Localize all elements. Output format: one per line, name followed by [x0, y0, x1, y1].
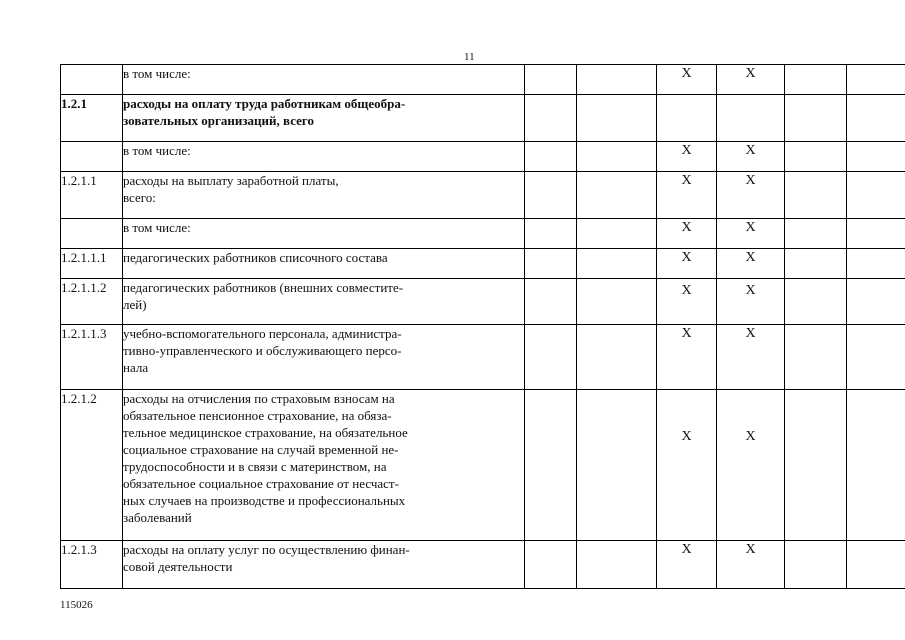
x-mark-cell: X	[657, 390, 717, 541]
empty-cell	[525, 325, 577, 390]
empty-cell	[525, 95, 577, 142]
empty-cell	[847, 325, 905, 390]
row-code	[61, 65, 123, 95]
table-row	[61, 390, 905, 541]
empty-cell	[525, 279, 577, 325]
empty-cell	[577, 95, 657, 142]
x-mark-cell: X	[657, 279, 717, 325]
empty-cell	[785, 65, 847, 95]
empty-cell	[577, 142, 657, 172]
x-mark-cell: X	[717, 249, 785, 279]
table-row	[61, 142, 905, 172]
x-mark-cell: X	[717, 279, 785, 325]
row-description: расходы на выплату заработной платы, всего:	[123, 172, 525, 219]
x-mark-cell: X	[657, 219, 717, 249]
empty-cell	[525, 65, 577, 95]
empty-cell	[525, 541, 577, 589]
empty-cell	[847, 541, 905, 589]
row-code: 1.2.1	[61, 95, 123, 142]
empty-cell	[785, 325, 847, 390]
empty-cell	[577, 390, 657, 541]
row-code: 1.2.1.1.2	[61, 279, 123, 325]
empty-cell	[785, 279, 847, 325]
x-mark-cell	[717, 95, 785, 142]
table-row	[61, 65, 905, 95]
empty-cell	[577, 279, 657, 325]
x-mark-cell: X	[717, 541, 785, 589]
row-description: расходы на оплату труда работникам общеобра- зовательных организаций, всего	[123, 95, 525, 142]
x-mark-cell: X	[717, 390, 785, 541]
empty-cell	[525, 219, 577, 249]
empty-cell	[577, 65, 657, 95]
row-code	[61, 142, 123, 172]
empty-cell	[577, 541, 657, 589]
empty-cell	[785, 249, 847, 279]
empty-cell	[525, 249, 577, 279]
x-mark-cell: X	[717, 172, 785, 219]
empty-cell	[847, 390, 905, 541]
x-mark-cell: X	[657, 65, 717, 95]
empty-cell	[847, 142, 905, 172]
row-code: 1.2.1.1.1	[61, 249, 123, 279]
x-mark-cell: X	[717, 65, 785, 95]
row-code: 1.2.1.1.3	[61, 325, 123, 390]
table-row	[61, 249, 905, 279]
page-number: 11	[464, 51, 475, 63]
x-mark-cell: X	[657, 249, 717, 279]
row-description: педагогических работников списочного состава	[123, 249, 525, 279]
empty-cell	[525, 390, 577, 541]
row-description: расходы на отчисления по страховым взносам на обязательное пенсионное страхование, на обяза- тельное медицинское страхование, на обязательное социальное страхование на случай временной не- трудоспособности и в связи с материнством, на обязательное социальное страхование от несчаст- ных случаев на производстве и профессиональных заболеваний	[123, 390, 525, 541]
x-mark-cell: X	[657, 142, 717, 172]
x-mark-cell: X	[717, 325, 785, 390]
table-row	[61, 325, 905, 390]
expense-table	[60, 64, 905, 589]
table-row	[61, 95, 905, 142]
empty-cell	[525, 172, 577, 219]
empty-cell	[577, 219, 657, 249]
x-mark-cell: X	[657, 172, 717, 219]
row-description: в том числе:	[123, 219, 525, 249]
empty-cell	[785, 95, 847, 142]
table-row	[61, 279, 905, 325]
empty-cell	[525, 142, 577, 172]
empty-cell	[785, 219, 847, 249]
empty-cell	[785, 390, 847, 541]
table-row	[61, 219, 905, 249]
empty-cell	[785, 142, 847, 172]
empty-cell	[847, 65, 905, 95]
empty-cell	[577, 325, 657, 390]
row-code: 1.2.1.3	[61, 541, 123, 589]
empty-cell	[577, 172, 657, 219]
row-description: педагогических работников (внешних совместите- лей)	[123, 279, 525, 325]
x-mark-cell: X	[657, 325, 717, 390]
table-row	[61, 541, 905, 589]
empty-cell	[785, 172, 847, 219]
x-mark-cell	[657, 95, 717, 142]
table-row	[61, 172, 905, 219]
x-mark-cell: X	[657, 541, 717, 589]
row-description: учебно-вспомогательного персонала, администра- тивно-управленческого и обслуживающего персо- нала	[123, 325, 525, 390]
row-code	[61, 219, 123, 249]
row-description: в том числе:	[123, 65, 525, 95]
row-code: 1.2.1.2	[61, 390, 123, 541]
empty-cell	[577, 249, 657, 279]
row-code: 1.2.1.1	[61, 172, 123, 219]
row-description: расходы на оплату услуг по осуществлению финан- совой деятельности	[123, 541, 525, 589]
empty-cell	[847, 172, 905, 219]
row-description: в том числе:	[123, 142, 525, 172]
empty-cell	[847, 219, 905, 249]
empty-cell	[847, 95, 905, 142]
empty-cell	[847, 279, 905, 325]
empty-cell	[847, 249, 905, 279]
x-mark-cell: X	[717, 219, 785, 249]
document-code: 115026	[60, 599, 93, 611]
empty-cell	[785, 541, 847, 589]
x-mark-cell: X	[717, 142, 785, 172]
